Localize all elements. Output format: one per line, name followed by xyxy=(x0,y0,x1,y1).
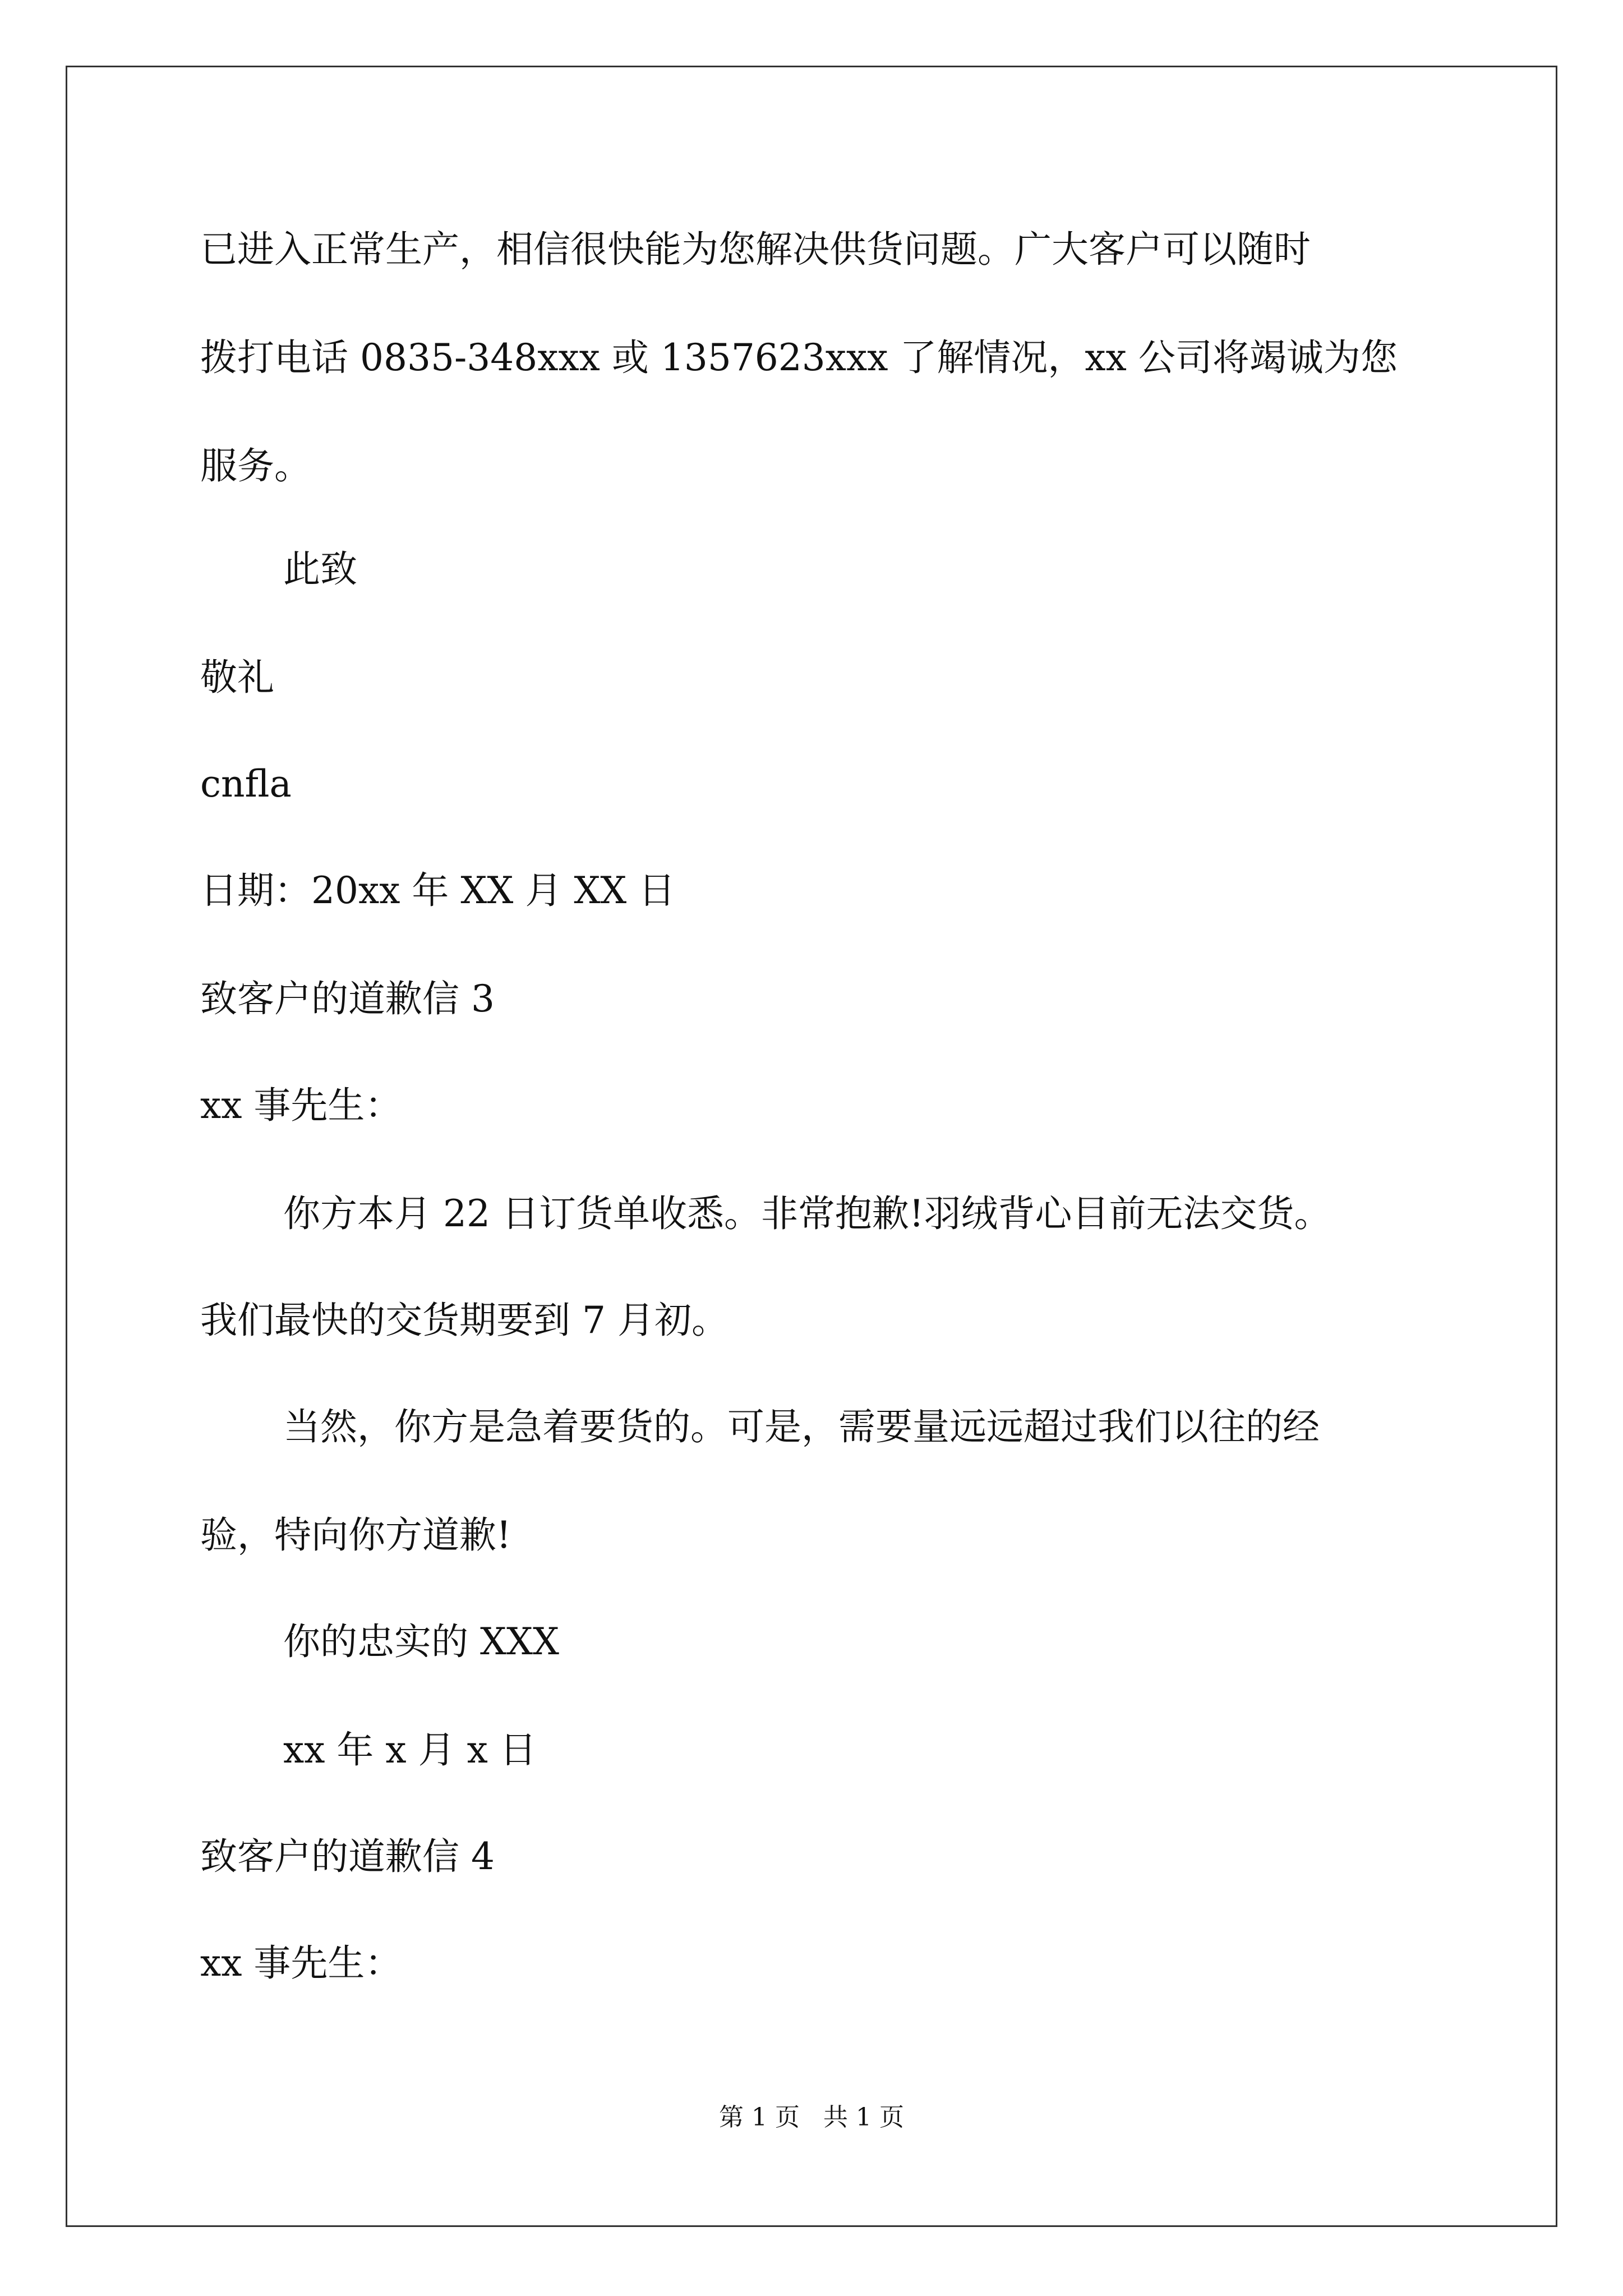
signature-line: 你的忠实的 XXX xyxy=(283,1620,559,1663)
date-line: xx 年 x 月 x 日 xyxy=(283,1728,537,1772)
paragraph-line: 服务。 xyxy=(200,444,311,487)
letter-heading: 致客户的道歉信 4 xyxy=(200,1835,495,1878)
page-number-footer: 第 1 页 共 1 页 xyxy=(719,2103,904,2132)
paragraph-line: 已进入正常生产，相信很快能为您解决供货问题。广大客户可以随时 xyxy=(200,228,1311,271)
signature-line: cnfla xyxy=(200,762,292,806)
paragraph-line: 拨打电话 0835-348xxx 或 1357623xxx 了解情况，xx 公司将竭诚为您 xyxy=(200,336,1398,379)
recipient-greeting: xx 事先生： xyxy=(200,1084,402,1127)
closing-salutation: 此致 xyxy=(283,547,357,591)
paragraph-line: 你方本月 22 日订货单收悉。非常抱歉!羽绒背心目前无法交货。 xyxy=(283,1192,1331,1235)
date-line: 日期：20xx 年 XX 月 XX 日 xyxy=(200,869,676,912)
paragraph-line: 验，特向你方道歉! xyxy=(200,1513,511,1557)
page-border xyxy=(66,66,1557,2227)
letter-heading: 致客户的道歉信 3 xyxy=(200,977,495,1020)
closing-regards: 敬礼 xyxy=(200,656,274,699)
recipient-greeting: xx 事先生： xyxy=(200,1941,402,1985)
paragraph-line: 当然，你方是急着要货的。可是，需要量远远超过我们以往的经 xyxy=(283,1405,1320,1448)
paragraph-line: 我们最快的交货期要到 7 月初。 xyxy=(200,1299,728,1342)
